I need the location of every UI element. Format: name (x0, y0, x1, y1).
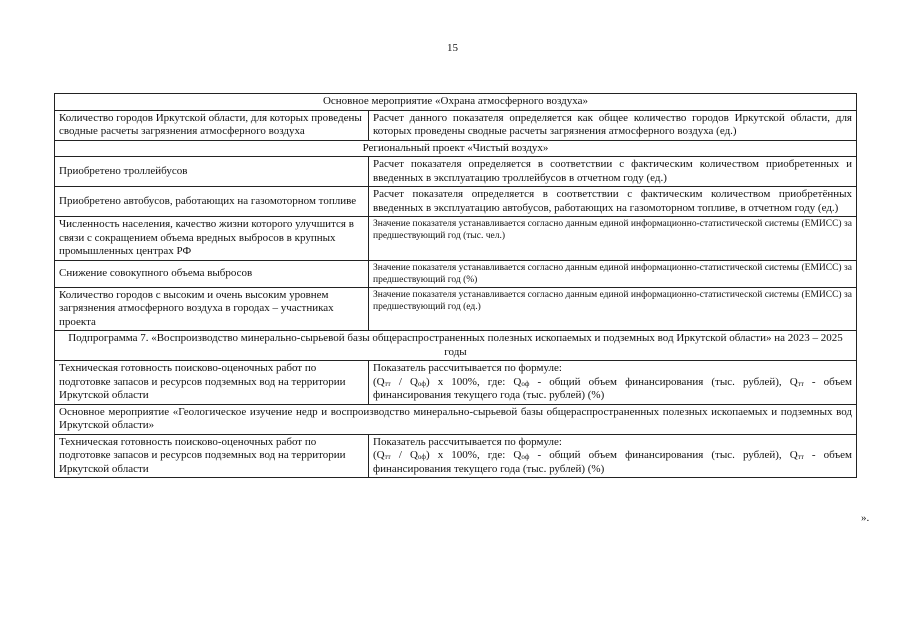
table-row (55, 287, 857, 331)
table-row (55, 404, 857, 434)
table-row (55, 110, 857, 140)
indicator-name: Приобретено автобусов, работающих на газомоторном топливе (55, 187, 369, 217)
indicator-method: Значение показателя устанавливается согласно данным единой информационно-статистической системы (ЕМИСС) за предшествующий год (%) (369, 260, 857, 287)
indicator-name: Снижение совокупного объема выбросов (55, 260, 369, 287)
indicator-formula (369, 434, 857, 478)
indicator-method: Значение показателя устанавливается согласно данным единой информационно-статистической системы (ЕМИСС) за предшествующий год (тыс. чел.) (369, 217, 857, 261)
table-row (55, 94, 857, 111)
table-row (55, 140, 857, 157)
indicator-name: Приобретено троллейбусов (55, 157, 369, 187)
formula-intro: Показатель рассчитывается по формуле: (373, 435, 562, 448)
indicator-name: Численность населения, качество жизни которого улучшится в связи с сокращением объема вредных выбросов в крупных промышленных центрах РФ (55, 217, 369, 261)
section-heading: Основное мероприятие «Охрана атмосферного воздуха» (55, 94, 857, 111)
section-heading: Основное мероприятие «Геологическое изучение недр и воспроизводство минерально-сырьевой базы общераспространенных полезных ископаемых и подземных вод Иркутской области» (55, 404, 857, 434)
indicator-method: Расчет показателя определяется в соответствии с фактическим количеством приобретенных и введенных в эксплуатацию троллейбусов в отчетном году (ед.) (369, 157, 857, 187)
table-row (55, 434, 857, 478)
indicator-name: Техническая готовность поисково-оценочных работ по подготовке запасов и ресурсов подземных вод на территории Иркутской области (55, 434, 369, 478)
closing-quote-mark: ». (861, 512, 870, 524)
formula-text: $(Q_{тт} / Q_{оф})$ x 100%, где: $Q_{оф}$ - общий объем финансирования (тыс. рублей), $Q_{тт}$ - объем финансирования текущего года (тыс. рублей) (%) (373, 375, 853, 401)
indicator-name: Техническая готовность поисково-оценочных работ по подготовке запасов и ресурсов подземных вод на территории Иркутской области (55, 361, 369, 405)
table-row (55, 361, 857, 405)
formula-text: $(Q_{тт} / Q_{оф})$ x 100%, где: $Q_{оф}$ - общий объем финансирования (тыс. рублей), $Q_{тт}$ - объем финансирования текущего года (тыс. рублей) (%) (373, 449, 853, 475)
indicator-name: Количество городов с высоким и очень высоким уровнем загрязнения атмосферного воздуха в городах – участниках проекта (55, 287, 369, 331)
indicator-formula (369, 361, 857, 405)
formula-intro: Показатель рассчитывается по формуле: (373, 362, 562, 374)
subprogram-heading: Подпрограмма 7. «Воспроизводство минерально-сырьевой базы общераспространенных полезных ископаемых и подземных вод Иркутской области» на 2023 – 2025 годы (55, 331, 857, 361)
indicator-method: Расчет показателя определяется в соответствии с фактическим количеством приобретённых введенных в эксплуатацию автобусов, работающих на газомоторном топливе, в отчетном году (ед.) (369, 187, 857, 217)
table-row (55, 187, 857, 217)
table-row (55, 331, 857, 361)
table-row (55, 157, 857, 187)
indicator-method: Значение показателя устанавливается согласно данным единой информационно-статистической системы (ЕМИСС) за предшествующий год (ед.) (369, 287, 857, 331)
table-row (55, 260, 857, 287)
section-heading: Региональный проект «Чистый воздух» (55, 140, 857, 157)
indicators-table (54, 93, 857, 478)
indicator-name: Количество городов Иркутской области, для которых проведены сводные расчеты загрязнения атмосферного воздуха (55, 110, 369, 140)
indicator-method: Расчет данного показателя определяется как общее количество городов Иркутской области, для которых проведены сводные расчеты загрязнения атмосферного воздуха (ед.) (369, 110, 857, 140)
table-row (55, 217, 857, 261)
page-number: 15 (447, 42, 458, 54)
